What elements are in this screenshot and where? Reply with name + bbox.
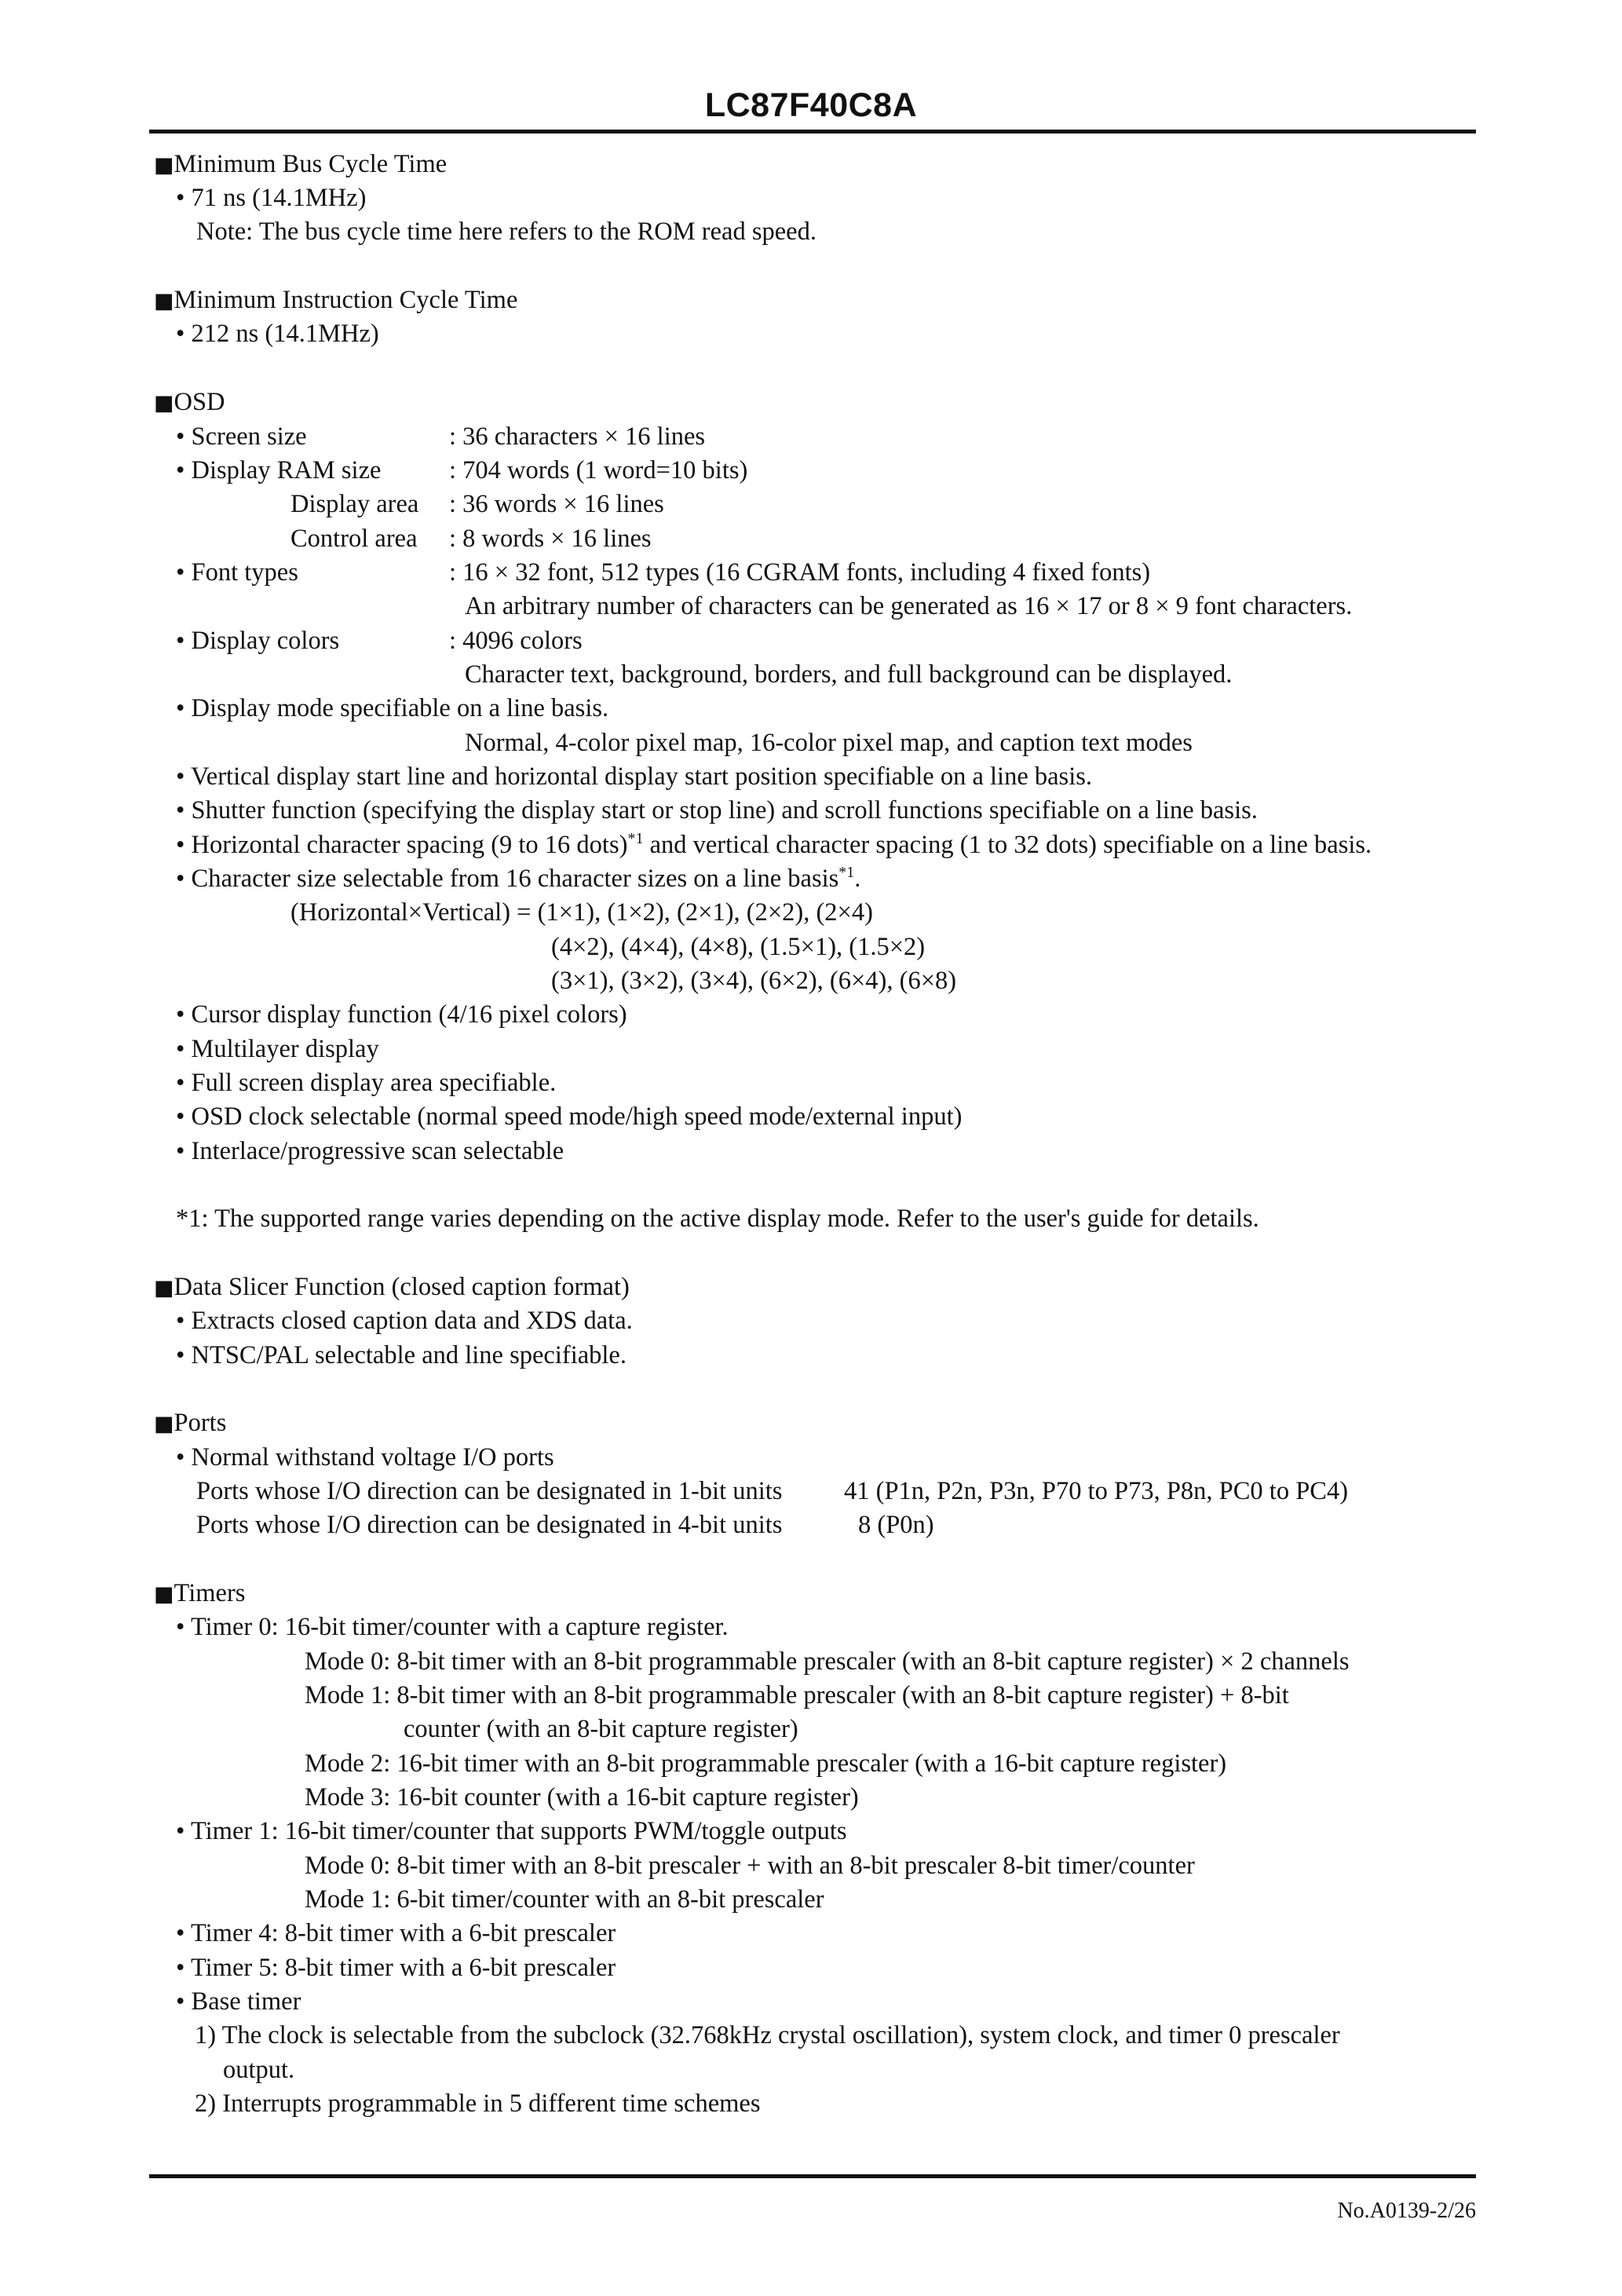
timer-mode: Mode 1: 8-bit timer with an 8-bit programmable prescaler (with an 8-bit capture register) + 8-bit [305, 1681, 1289, 1709]
timer-mode: Mode 0: 8-bit timer with an 8-bit prescaler + with an 8-bit prescaler 8-bit timer/counter [305, 1852, 1195, 1880]
list-item: • Timer 5: 8-bit timer with a 6-bit prescaler [176, 1954, 616, 1982]
document-number: No.A0139-2/26 [1337, 2199, 1476, 2223]
section-heading-slicer: ■Data Slicer Function (closed caption format) [154, 1273, 630, 1301]
timer-mode: Mode 0: 8-bit timer with an 8-bit programmable prescaler (with an 8-bit capture register) × 2 channels [305, 1647, 1350, 1676]
numbered-item: 1) The clock is selectable from the subclock (32.768kHz crystal oscillation), system clock, and timer 0 prescaler [195, 2021, 1340, 2049]
bullet-icon: • [176, 1443, 185, 1472]
bullet-icon: • [176, 1102, 185, 1131]
bullet-icon: • [176, 1307, 185, 1335]
port-row-value: 8 (P0n) [858, 1511, 934, 1539]
list-item: • Display mode specifiable on a line basis. [176, 694, 609, 722]
size-list: (3×1), (3×2), (3×4), (6×2), (6×4), (6×8) [551, 967, 957, 995]
square-bullet-icon: ■ [154, 153, 174, 177]
section-heading-instr: ■Minimum Instruction Cycle Time [154, 286, 518, 314]
section-heading-timers: ■Timers [154, 1579, 246, 1607]
bullet-icon: • [176, 1069, 185, 1097]
port-row-label: Ports whose I/O direction can be designated in 4-bit units [196, 1511, 783, 1539]
list-item: • Full screen display area specifiable. [176, 1069, 557, 1097]
footer-rule [149, 2174, 1476, 2178]
bullet-icon: • [176, 796, 185, 824]
footnote: *1: The supported range varies depending on the active display mode. Refer to the user's guide for details. [176, 1205, 1259, 1233]
square-bullet-icon: ■ [154, 1276, 174, 1300]
bullet-icon: • [176, 627, 185, 655]
list-item: • Vertical display start line and horizontal display start position specifiable on a line basis. [176, 762, 1092, 791]
section-heading-bus: ■Minimum Bus Cycle Time [154, 150, 448, 178]
square-bullet-icon: ■ [154, 391, 174, 415]
bullet-icon: • [176, 831, 185, 859]
bullet-icon: • [176, 865, 185, 893]
numbered-item-continued: output. [223, 2056, 295, 2084]
bullet-icon: • [176, 1919, 185, 1947]
square-bullet-icon: ■ [154, 1412, 174, 1436]
list-item: • Timer 4: 8-bit timer with a 6-bit prescaler [176, 1919, 616, 1947]
list-item: • Character size selectable from 16 character sizes on a line basis$^{*1}$. [176, 864, 861, 893]
bullet-icon: • [176, 1137, 185, 1165]
spec-label: • Display RAM size [176, 456, 382, 484]
square-bullet-icon: ■ [154, 1582, 174, 1607]
spec-label: • Screen size [176, 422, 307, 451]
bullet-icon: • [176, 694, 185, 722]
list-item: • Horizontal character spacing (9 to 16 dots)$^{*1}$ and vertical character spacing (1 to 32 dots) specifiable on a line basis. [176, 830, 1372, 859]
spec-sublabel: Display area [290, 490, 419, 518]
list-item: • 212 ns (14.1MHz) [176, 320, 379, 348]
bullet-icon: • [176, 1341, 185, 1369]
bullet-icon: • [176, 456, 185, 484]
size-list: (4×2), (4×4), (4×8), (1.5×1), (1.5×2) [551, 933, 926, 961]
port-row-label: Ports whose I/O direction can be designated in 1-bit units [196, 1477, 783, 1505]
bullet-icon: • [176, 1817, 185, 1845]
note-text: Note: The bus cycle time here refers to the ROM read speed. [196, 218, 816, 246]
list-item-detail: Normal, 4-color pixel map, 16-color pixel map, and caption text modes [465, 729, 1193, 757]
bullet-icon: • [176, 762, 185, 791]
spec-value-continued: An arbitrary number of characters can be generated as 16 × 17 or 8 × 9 font characters. [465, 592, 1353, 620]
list-item: • 71 ns (14.1MHz) [176, 184, 367, 212]
timer-mode: Mode 3: 16-bit counter (with a 16-bit capture register) [305, 1783, 859, 1812]
bullet-icon: • [176, 558, 185, 587]
spec-value: : 704 words (1 word=10 bits) [449, 456, 748, 484]
timer-mode: Mode 1: 6-bit timer/counter with an 8-bit prescaler [305, 1885, 824, 1914]
spec-label: • Font types [176, 558, 298, 587]
list-item: • Shutter function (specifying the display start or stop line) and scroll functions specifiable on a line basis. [176, 796, 1258, 824]
timer-mode-continued: counter (with an 8-bit capture register) [404, 1715, 798, 1743]
bullet-icon: • [176, 1954, 185, 1982]
page-title: LC87F40C8A [704, 86, 918, 124]
spec-label: • Display colors [176, 627, 340, 655]
list-item: • Extracts closed caption data and XDS data. [176, 1307, 633, 1335]
spec-value-continued: Character text, background, borders, and full background can be displayed. [465, 660, 1233, 689]
footnote-ref: *1 [627, 830, 644, 848]
spec-value: : 36 characters × 16 lines [449, 422, 706, 451]
list-item: • OSD clock selectable (normal speed mode/high speed mode/external input) [176, 1102, 963, 1131]
port-row-value: 41 (P1n, P2n, P3n, P70 to P73, P8n, PC0 to PC4) [844, 1477, 1349, 1505]
list-item: • Base timer [176, 1987, 301, 2016]
bullet-icon: • [176, 184, 185, 212]
timer-mode: Mode 2: 16-bit timer with an 8-bit programmable prescaler (with a 16-bit capture register) [305, 1749, 1227, 1778]
list-item: • Multilayer display [176, 1035, 379, 1063]
spec-value: : 36 words × 16 lines [449, 490, 664, 518]
bullet-icon: • [176, 422, 185, 451]
bullet-icon: • [176, 1987, 185, 2016]
list-item: • Timer 1: 16-bit timer/counter that supports PWM/toggle outputs [176, 1817, 847, 1845]
spec-sublabel: Control area [290, 525, 418, 553]
size-list: (Horizontal×Vertical) = (1×1), (1×2), (2×1), (2×2), (2×4) [290, 898, 873, 927]
spec-value: : 16 × 32 font, 512 types (16 CGRAM fonts, including 4 fixed fonts) [449, 558, 1151, 587]
spec-value: : 8 words × 16 lines [449, 525, 652, 553]
bullet-icon: • [176, 1035, 185, 1063]
section-heading-osd: ■OSD [154, 388, 225, 416]
footnote-ref: *1 [838, 864, 855, 882]
bullet-icon: • [176, 1000, 185, 1029]
list-item: • Timer 0: 16-bit timer/counter with a capture register. [176, 1613, 729, 1641]
section-heading-ports: ■Ports [154, 1409, 227, 1437]
square-bullet-icon: ■ [154, 289, 174, 313]
bullet-icon: • [176, 1613, 185, 1641]
list-item: • Interlace/progressive scan selectable [176, 1137, 564, 1165]
list-item: • NTSC/PAL selectable and line specifiable. [176, 1341, 627, 1369]
bullet-icon: • [176, 320, 185, 348]
numbered-item: 2) Interrupts programmable in 5 different time schemes [195, 2089, 761, 2118]
list-item: • Normal withstand voltage I/O ports [176, 1443, 554, 1472]
spec-value: : 4096 colors [449, 627, 583, 655]
list-item: • Cursor display function (4/16 pixel colors) [176, 1000, 627, 1029]
